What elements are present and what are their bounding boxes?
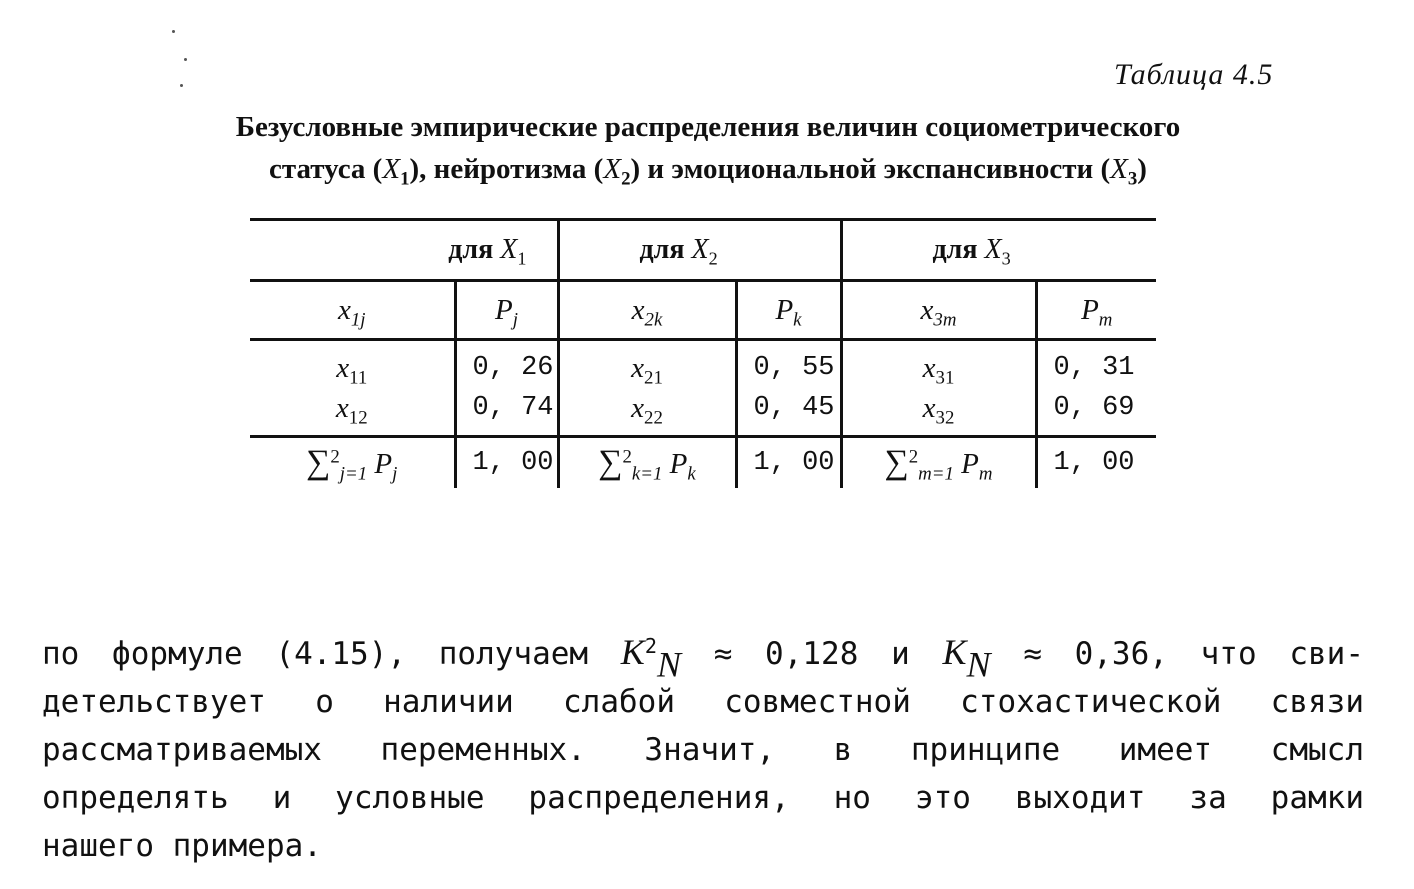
cell-value: 0, 31 [1053, 353, 1135, 383]
var-x1-subscript: 1 [400, 168, 410, 190]
header-subscript: 2k [644, 309, 663, 331]
title-line-1: Безусловные эмпирические распределения величин социометрического [235, 111, 1181, 143]
group-var-subscript: 1 [517, 248, 527, 269]
cell-subscript: 31 [935, 367, 955, 389]
sigma-symbol: ∑ [884, 444, 909, 481]
cell-value: 0, 69 [1053, 393, 1135, 423]
paragraph-line-4: определять и условные распределения, но это выходит за рамки [42, 780, 1364, 816]
sum-lower-limit: k=1 [631, 463, 663, 485]
header-var: P [495, 293, 513, 326]
distribution-table [250, 218, 1156, 488]
cell-var: x [922, 392, 936, 424]
cell-value: 0, 45 [753, 393, 835, 423]
header-subscript: k [793, 309, 802, 331]
group-label: для [932, 234, 985, 265]
scan-speck [172, 30, 175, 33]
title-text: ) и эмоциональной экспансивности ( [630, 153, 1111, 185]
paragraph-text: ≈ 0,36, что сви- [990, 636, 1364, 672]
cell-var: x [631, 352, 645, 384]
title-text: ) [1137, 153, 1147, 185]
var-x3: X [1110, 153, 1128, 185]
header-var: x [337, 293, 351, 326]
cell-subscript: 32 [935, 407, 955, 429]
group-label: для [448, 234, 501, 265]
column-header [455, 281, 558, 340]
cell-subscript: 22 [644, 407, 663, 429]
column-header [1036, 281, 1156, 340]
table-title [18, 106, 1398, 190]
sum-expression [841, 437, 1036, 489]
paragraph-text: по формуле (4.15), получаем [42, 636, 621, 672]
group-var: X [691, 234, 709, 265]
sum-lower-limit: j=1 [339, 463, 368, 485]
var-x1: X [382, 153, 401, 185]
var-x2-subscript: 2 [621, 168, 631, 190]
title-text: ), нейротизма ( [409, 153, 604, 185]
sum-var: P [374, 448, 393, 480]
cell-value: 0, 74 [472, 393, 554, 423]
cell-var: x [631, 392, 645, 424]
table-row [250, 340, 1156, 437]
table-cell [841, 340, 1036, 437]
table-caption-label: Таблица 4.5 [1114, 58, 1274, 91]
formula-k-subscript: N [966, 644, 991, 685]
formula-k: K [942, 632, 967, 672]
sum-total: 1, 00 [1036, 437, 1156, 489]
table-cell [455, 340, 558, 437]
header-var: P [775, 293, 794, 326]
sum-var: P [961, 448, 979, 480]
scan-speck [180, 84, 183, 87]
column-header [736, 281, 841, 340]
header-subscript: j [512, 309, 518, 331]
group-header-x1 [250, 220, 558, 281]
table-column-header-row [250, 281, 1156, 340]
header-var: x [920, 293, 934, 326]
column-header [250, 281, 455, 340]
table-cell [736, 340, 841, 437]
cell-subscript: 21 [644, 367, 663, 389]
title-line-2 [18, 148, 1398, 190]
header-subscript: 3m [933, 309, 957, 331]
header-subscript: 1j [350, 309, 366, 331]
sum-expression [250, 437, 455, 489]
group-header-x2 [558, 220, 841, 281]
sum-var-subscript: j [392, 463, 398, 485]
table-group-header-row [250, 220, 1156, 281]
formula-k-subscript: N [656, 644, 681, 685]
cell-subscript: 11 [349, 367, 368, 389]
cell-var: x [335, 392, 349, 424]
sum-var: P [669, 448, 688, 480]
sum-expression [558, 437, 736, 489]
sum-var-subscript: m [978, 463, 993, 485]
paragraph-line-2: детельствует о наличии слабой совместной стохастической связи [42, 684, 1364, 720]
sum-total: 1, 00 [736, 437, 841, 489]
column-header [558, 281, 736, 340]
group-var: X [500, 234, 518, 265]
header-var: P [1081, 293, 1099, 326]
table-cell [558, 340, 736, 437]
group-var-subscript: 2 [708, 248, 718, 269]
body-paragraph [42, 628, 1364, 870]
group-label: для [639, 234, 692, 265]
sum-upper-limit: 2 [908, 446, 919, 468]
sum-upper-limit: 2 [330, 446, 340, 468]
var-x3-subscript: 3 [1127, 168, 1138, 190]
paragraph-line-1 [42, 628, 1364, 685]
group-var-subscript: 3 [1001, 248, 1011, 269]
cell-var: x [336, 352, 350, 384]
cell-value: 0, 55 [753, 353, 835, 383]
sum-var-subscript: k [687, 463, 696, 485]
sum-lower-limit: m=1 [918, 463, 954, 485]
group-var: X [984, 234, 1002, 265]
sum-total: 1, 00 [455, 437, 558, 489]
paragraph-text: ≈ 0,128 и [680, 636, 943, 672]
cell-subscript: 12 [348, 407, 368, 429]
title-text: статуса ( [269, 153, 383, 185]
var-x2: X [603, 153, 622, 185]
cell-var: x [922, 352, 936, 384]
column-header [841, 281, 1036, 340]
table-cell [1036, 340, 1156, 437]
formula-k-superscript: 2 [644, 633, 657, 658]
header-var: x [631, 293, 645, 326]
table-sum-row [250, 437, 1156, 489]
paragraph-line-5: нашего примера. [42, 828, 322, 864]
sum-upper-limit: 2 [622, 446, 632, 468]
paragraph-line-3: рассматриваемых переменных. Значит, в принципе имеет смысл [42, 732, 1364, 768]
table-cell [250, 340, 455, 437]
cell-value: 0, 26 [472, 353, 554, 383]
sigma-symbol: ∑ [598, 444, 623, 481]
sigma-symbol: ∑ [306, 444, 331, 481]
scan-speck [184, 58, 187, 61]
formula-k: K [620, 632, 645, 672]
group-header-x3 [841, 220, 1156, 281]
header-subscript: m [1098, 309, 1113, 331]
